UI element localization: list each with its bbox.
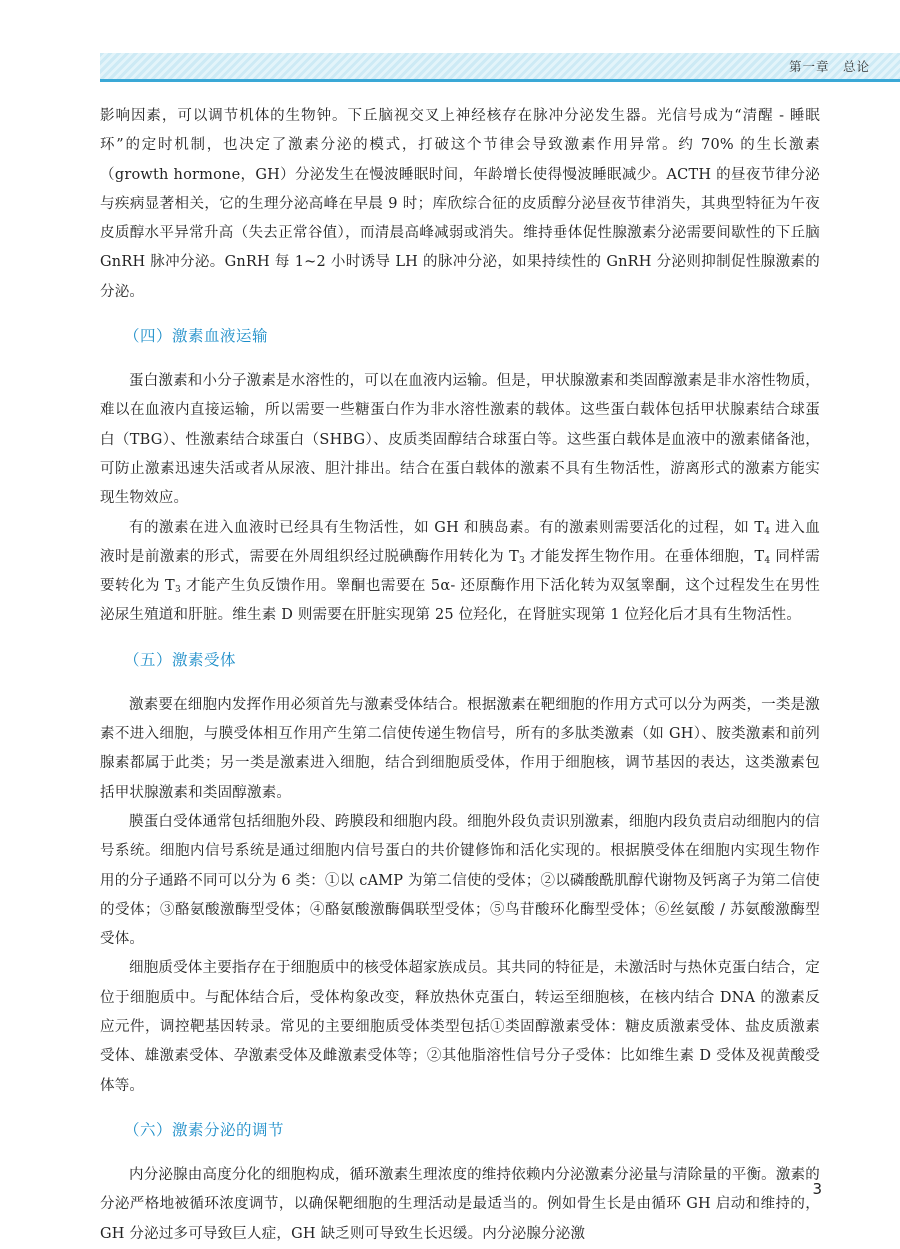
header-rule xyxy=(100,79,900,82)
section-5-paragraph-1: 激素要在细胞内发挥作用必须首先与激素受体结合。根据激素在靶细胞的作用方式可以分为两类，一类是激素不进入细胞，与膜受体相互作用产生第二信使传递生物信号，所有的多肽类激素（如 GH）、胺类激素和前列腺素都属于此类；另一类是激素进入细胞，结合到细胞质受体，作用于细胞核，调节基因的表达，这类激素包括甲状腺激素和类固醇激素。 xyxy=(100,696,820,801)
section-heading-5: （五）激素受体 xyxy=(124,650,237,669)
section-5-paragraph-3: 细胞质受体主要指存在于细胞质中的核受体超家族成员。其共同的特征是，未激活时与热休克蛋白结合，定位于细胞质中。与配体结合后，受体构象改变，释放热休克蛋白，转运至细胞核，在核内结合 DNA 的激素反应元件，调控靶基因转录。常见的主要细胞质受体类型包括①类固醇激素受体：糖皮质激素受体、盐皮质激素受体、雄激素受体、孕激素受体及雌激素受体等；②其他脂溶性信号分子受体：比如维生素 D 受体及视黄酸受体等。 xyxy=(100,960,820,1094)
page-body xyxy=(100,102,820,1249)
section-4-paragraph-1: 蛋白激素和小分子激素是水溶性的，可以在血液内运输。但是，甲状腺激素和类固醇激素是非水溶性物质，难以在血液内直接运输，所以需要一些糖蛋白作为非水溶性激素的载体。这些蛋白载体包括甲状腺素结合球蛋白（TBG）、性激素结合球蛋白（SHBG）、皮质类固醇结合球蛋白等。这些蛋白载体是血液中的激素储备池，可防止激素迅速失活或者从尿液、胆汁排出。结合在蛋白载体的激素不具有生物活性，游离形式的激素方能实现生物效应。 xyxy=(100,373,820,507)
page-number: 3 xyxy=(812,1180,822,1198)
intro-paragraph: 影响因素，可以调节机体的生物钟。下丘脑视交叉上神经核存在脉冲分泌发生器。光信号成为“清醒 - 睡眠环”的定时机制，也决定了激素分泌的模式，打破这个节律会导致激素作用异常。约 70% 的生长激素（growth hormone，GH）分泌发生在慢波睡眠时间，年龄增长使得慢波睡眠减少。ACTH 的昼夜节律分泌与疾病显著相关，它的生理分泌高峰在早晨 9 时；库欣综合征的皮质醇分泌昼夜节律消失，其典型特征为午夜皮质醇水平异常升高（失去正常谷值），而清晨高峰减弱或消失。维持垂体促性腺激素分泌需要间歇性的下丘脑 GnRH 脉冲分泌。GnRH 每 1~2 小时诱导 LH 的脉冲分泌，如果持续性的 GnRH 分泌则抑制促性腺激素的分泌。 xyxy=(100,108,820,300)
section-5-paragraph-2: 膜蛋白受体通常包括细胞外段、跨膜段和细胞内段。细胞外段负责识别激素，细胞内段负责启动细胞内的信号系统。细胞内信号系统是通过细胞内信号蛋白的共价键修饰和活化实现的。根据膜受体在细胞内实现生物作用的分子通路不同可以分为 6 类：①以 cAMP 为第二信使的受体；②以磷酸酰肌醇代谢物及钙离子为第二信使的受体；③酪氨酸激酶型受体；④酪氨酸激酶偶联型受体；⑤鸟苷酸环化酶型受体；⑥丝氨酸 / 苏氨酸激酶型受体。 xyxy=(100,813,820,948)
section-heading-6: （六）激素分泌的调节 xyxy=(124,1120,285,1139)
chapter-title: 总论 xyxy=(842,59,870,74)
section-6-paragraph-1: 内分泌腺由高度分化的细胞构成，循环激素生理浓度的维持依赖内分泌激素分泌量与清除量的平衡。激素的分泌严格地被循环浓度调节，以确保靶细胞的生理活动是最适当的。例如骨生长是由循环 GH 启动和维持的，GH 分泌过多可导致巨人症，GH 缺乏则可导致生长迟缓。内分泌腺分泌激 xyxy=(100,1166,820,1242)
running-header xyxy=(789,57,870,75)
section-heading-4: （四）激素血液运输 xyxy=(124,327,269,346)
chapter-label: 第一章 xyxy=(788,59,830,74)
section-4-paragraph-2: 有的激素在进入血液时已经具有生物活性，如 GH 和胰岛素。有的激素则需要活化的过程，如 $T_4$ 进入血液时是前激素的形式，需要在外周组织经过脱碘酶作用转化为 $T_3$ 才能发挥生物作用。在垂体细胞，$T_4$ 同样需要转化为 $T_3$ 才能产生负反馈作用。睾酮也需要在 5α- 还原酶作用下活化转为双氢睾酮，这个过程发生在男性泌尿生殖道和肝脏。维生素 D 则需要在肝脏实现第 25 位羟化，在肾脏实现第 1 位羟化后才具有生物活性。 xyxy=(100,519,821,624)
header-band xyxy=(100,53,900,79)
